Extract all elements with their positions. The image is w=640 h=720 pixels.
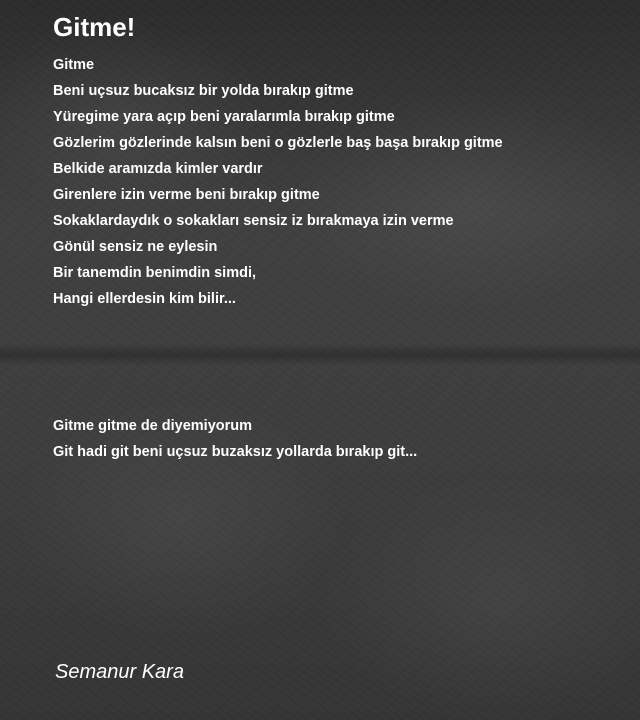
background-divider — [0, 344, 640, 366]
poem-line: Bir tanemdin benimdin simdi, — [53, 265, 257, 281]
poem-line: Beni uçsuz bucaksız bir yolda bırakıp gitme — [53, 83, 354, 99]
poem-line: Belkide aramızda kimler vardır — [53, 161, 263, 177]
poem-stanza-1 — [53, 52, 503, 312]
poem-line: Sokaklardaydık o sokakları sensiz iz bırakmaya izin verme — [53, 213, 454, 229]
poem-line: Gitme — [53, 57, 95, 73]
poem-stanza-2 — [53, 413, 417, 465]
poem-line: Girenlere izin verme beni bırakıp gitme — [53, 187, 320, 203]
poem-line: Hangi ellerdesin kim bilir... — [53, 291, 236, 307]
poem-line: Git hadi git beni uçsuz buzaksız yollarda bırakıp git... — [53, 444, 418, 460]
poem-line: Yüregime yara açıp beni yaralarımla bırakıp gitme — [53, 109, 395, 125]
poem-line: Gönül sensiz ne eylesin — [53, 239, 218, 255]
poem-line: Gözlerim gözlerinde kalsın beni o gözlerle baş başa bırakıp gitme — [53, 135, 503, 151]
poem-title: Gitme! — [53, 12, 136, 42]
poem-line: Gitme gitme de diyemiyorum — [53, 418, 253, 434]
poem-author: Semanur Kara — [55, 661, 184, 683]
